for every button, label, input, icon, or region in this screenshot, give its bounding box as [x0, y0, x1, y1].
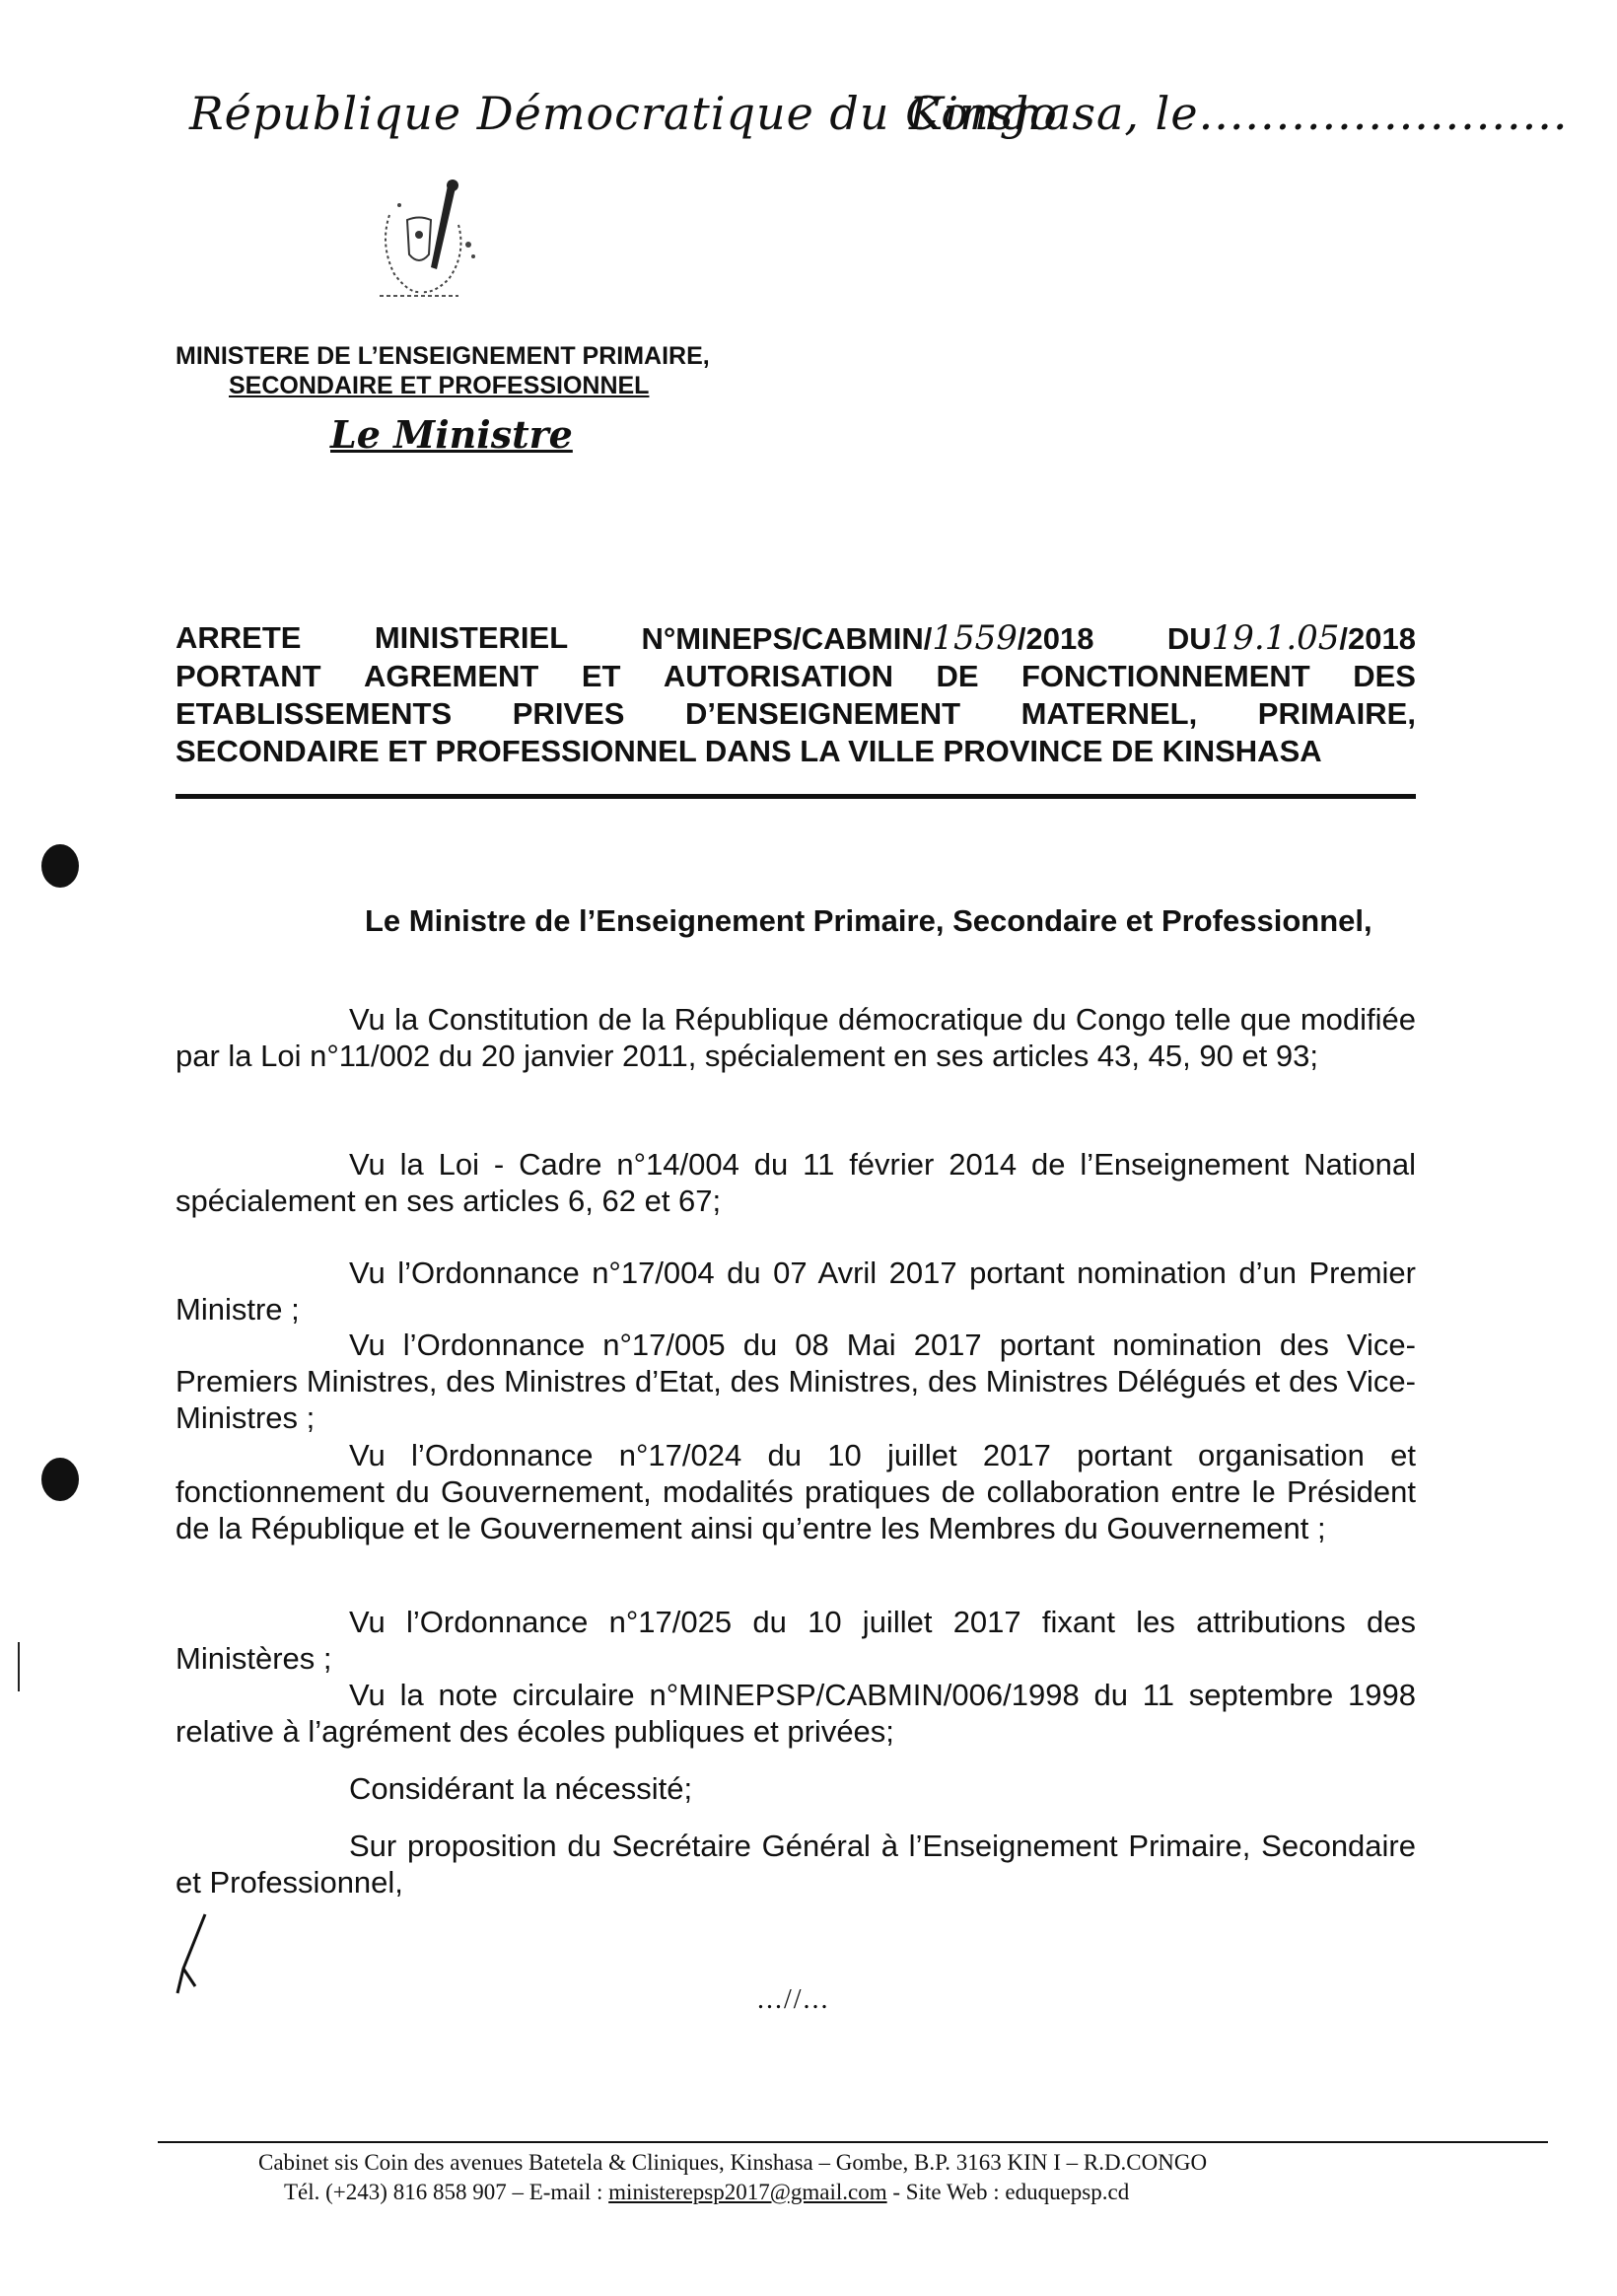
preamble-ordonnance-17-005: Vu l’Ordonnance n°17/005 du 08 Mai 2017 portant nomination des Vice-Premiers Ministres, des Ministres d’Etat, des Ministres, des Ministres Délégués et des Vice-Ministres ; [176, 1327, 1416, 1435]
footer-divider [158, 2141, 1548, 2143]
handwritten-initial-mark [166, 1909, 215, 1998]
handwritten-date: 19.1.05 [1211, 618, 1340, 658]
preamble-ordonnance-17-024: Vu l’Ordonnance n°17/024 du 10 juillet 2017 portant organisation et fonctionnement du Gouvernement, modalités pratiques de collaboration entre le Président de la République et le Gouvernement ainsi qu’entre les Membres du Gouvernement ; [176, 1438, 1416, 1545]
punch-hole-mark [41, 1458, 79, 1501]
title-line-2: PORTANT AGREMENT ET AUTORISATION DE FONCTIONNEMENT DES [176, 659, 1416, 693]
title-line-4: SECONDAIRE ET PROFESSIONNEL DANS LA VILLE PROVINCE DE KINSHASA [176, 734, 1322, 768]
title-underline [176, 794, 1416, 799]
title-word: MINISTERIEL [374, 620, 569, 655]
preamble-considerant: Considérant la nécessité; [349, 1771, 693, 1806]
signatory-title: Le Ministre [330, 412, 573, 457]
punch-hole-mark [41, 844, 79, 888]
letterhead-country: République Démocratique du Congo [189, 87, 1058, 140]
decree-number: N°MINEPS/CABMIN/1559/2018 [641, 618, 1094, 658]
footer-address: Cabinet sis Coin des avenues Batetela & Cliniques, Kinshasa – Gombe, B.P. 3163 KIN I – R.D.CONGO [258, 2150, 1208, 2175]
title-word: ARRETE [176, 620, 302, 655]
preamble-note-circulaire: Vu la note circulaire n°MINEPSP/CABMIN/006/1998 du 11 septembre 1998 relative à l’agrément des écoles publiques et privées; [176, 1678, 1416, 1749]
preamble-proposition: Sur proposition du Secrétaire Général à l’Enseignement Primaire, Secondaire et Professionnel, [176, 1829, 1416, 1900]
title-line-3: ETABLISSEMENTS PRIVES D’ENSEIGNEMENT MATERNEL, PRIMAIRE, [176, 696, 1416, 731]
preamble-constitution: Vu la Constitution de la République démocratique du Congo telle que modifiée par la Loi n°11/002 du 20 janvier 2011, spécialement en ses articles 43, 45, 90 et 93; [176, 1002, 1416, 1073]
page-continuation-marker: ...//... [757, 1984, 830, 2015]
margin-mark [18, 1642, 20, 1691]
letterhead-place-date: Kinshasa, le........................ [909, 87, 1569, 140]
preamble-ordonnance-17-025: Vu l’Ordonnance n°17/025 du 10 juillet 2017 fixant les attributions des Ministères ; [176, 1605, 1416, 1676]
handwritten-number: 1559 [932, 618, 1018, 658]
preamble-ordonnance-17-004: Vu l’Ordonnance n°17/004 du 07 Avril 2017 portant nomination d’un Premier Ministre ; [176, 1256, 1416, 1327]
preamble-intro: Le Ministre de l’Enseignement Primaire, Secondaire et Professionnel, [365, 903, 1372, 938]
ministry-name-line1: MINISTERE DE L’ENSEIGNEMENT PRIMAIRE, [176, 342, 710, 370]
coat-of-arms-emblem [350, 176, 488, 309]
decree-title [176, 619, 1416, 770]
ministry-name-line2: SECONDAIRE ET PROFESSIONNEL [229, 372, 650, 399]
preamble-loi-cadre: Vu la Loi - Cadre n°14/004 du 11 février 2014 de l’Enseignement National spécialement en ses articles 6, 62 et 67; [176, 1147, 1416, 1218]
footer-email-link[interactable]: ministerepsp2017@gmail.com [608, 2180, 887, 2204]
title-line-1 [176, 619, 1416, 658]
decree-date: DU19.1.05/2018 [1166, 618, 1416, 658]
footer-contact: Tél. (+243) 816 858 907 – E-mail : ministerepsp2017@gmail.com - Site Web : eduquepsp.cd [284, 2180, 1130, 2204]
